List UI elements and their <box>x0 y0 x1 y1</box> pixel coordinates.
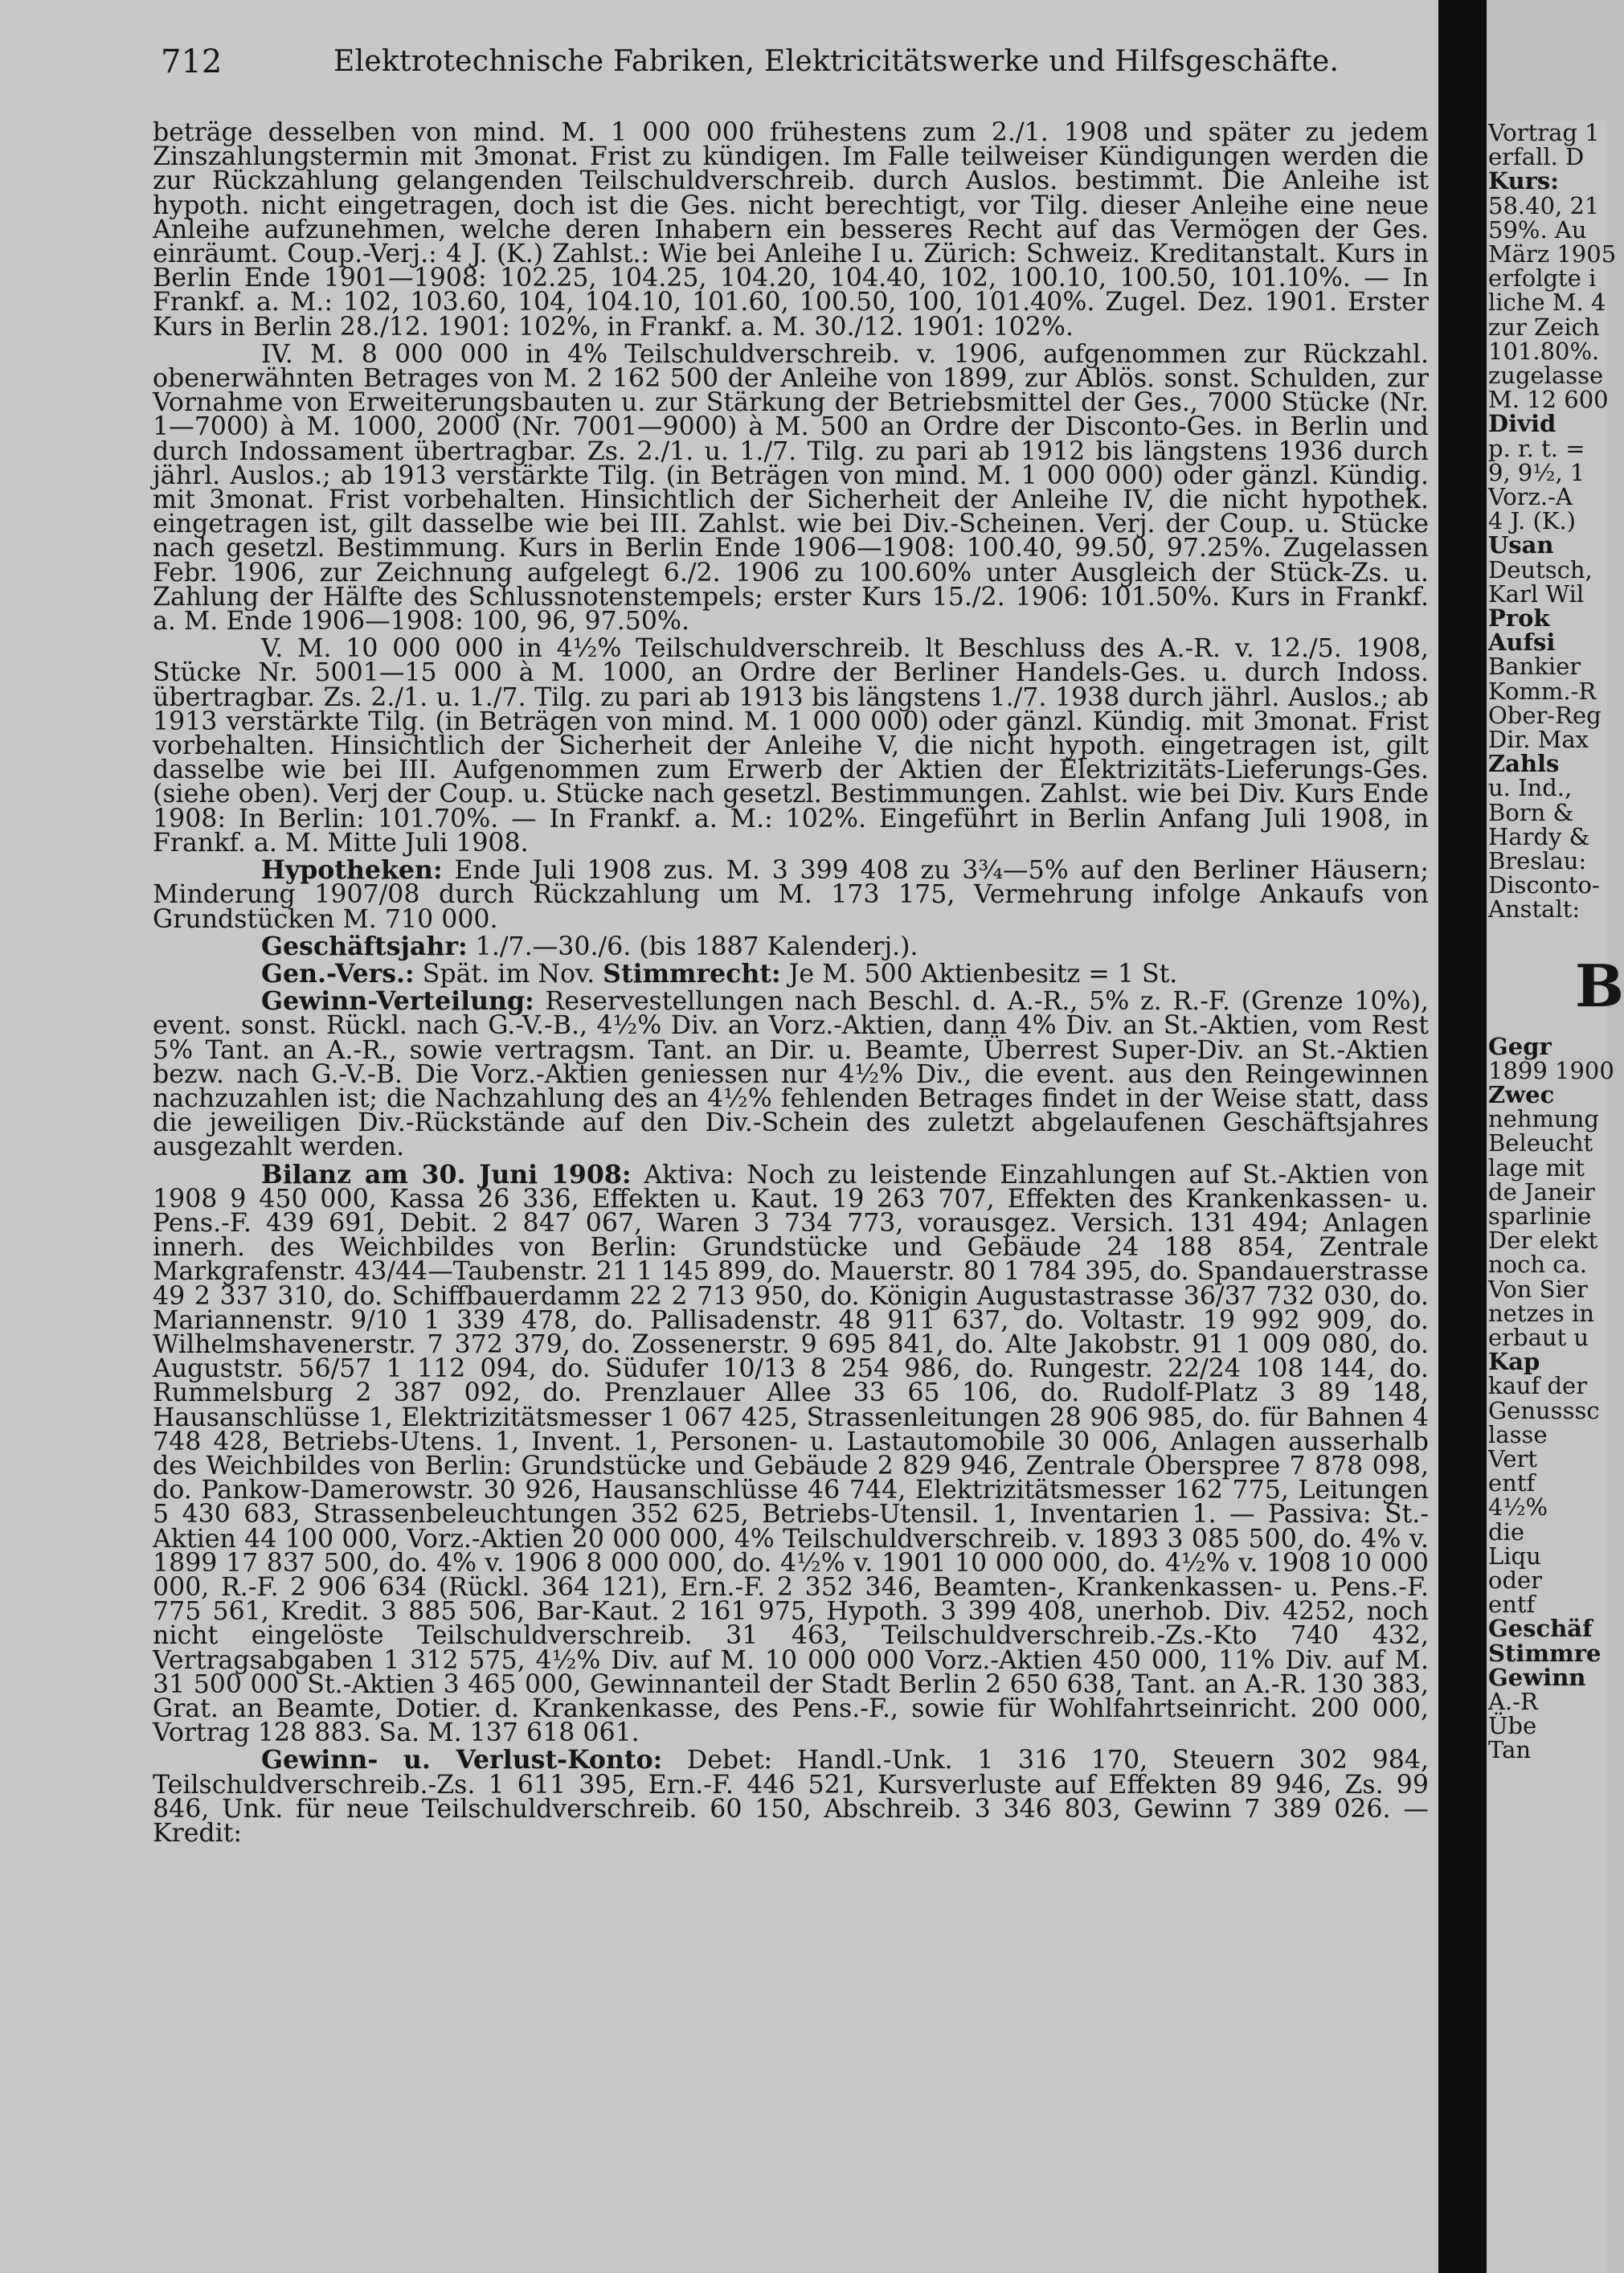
adjacent-text-fragment: Deutsch, <box>1488 555 1593 584</box>
adjacent-text-fragment: Stimmre <box>1488 1639 1602 1667</box>
paragraph-text: Reservestellungen nach Beschl. d. A.-R., 5% z. R.-F. (Grenze 10%), event. sonst. Rückl. nach G.-V.-B., 4½% Div. an Vorz.-Aktien, dann 4% Div. an St.-Aktien, vom Rest 5% Tant. an A.-R., sowie vertragsm. Tant. an Dir. u. Beamte, Überrest Super-Div. an St.-Aktien bezw. nach G.-V.-B. Die Vorz.-Aktien geniessen nur 4½% Div., die event. aus den Reingewinnen nachzuzahlen ist; die Nachzahlung des an 4½% fehlenden Betrages findet in der Weise statt, dass die jeweiligen Div.-Rückstände auf den Div.-Schein des zuletzt abgelaufenen Geschäftsjahres ausgezahlt werden. <box>153 987 1429 1162</box>
adjacent-text-fragment: März 1905 <box>1488 240 1617 268</box>
adjacent-text-fragment: lage mit <box>1488 1153 1585 1182</box>
paragraph-text: Aktiva: Noch zu leistende Einzahlungen auf St.-Aktien von 1908 9 450 000, Kassa 26 336, Effekten u. Kaut. 19 263 707, Effekten des Krankenkassen- u. Pens.-F. 439 691, Debit. 2 847 067, Waren 3 734 773, vorausgez. Versich. 131 494; Anlagen innerh. des Weichbildes von Berlin: Grundstücke und Gebäude 24 188 854, Zentrale Markgrafenstr. 43/44—Taubenstr. 21 1 145 899, do. Mauerstr. 80 1 784 395, do. Spandauerstrasse 49 2 337 310, do. Schiffbauerdamm 22 2 713 950, do. Königin Augustastrasse 36/37 732 030, do. Mariannenstr. 9/10 1 339 478, do. Pallisadenstr. 48 911 637, do. Voltastr. 19 992 909, do. Wilhelmshavenerstr. 7 372 379, do. Zossenerstr. 9 695 841, do. Alte Jakobstr. 91 1 009 080, do. Auguststr. 56/57 1 112 094, do. Südufer 10/13 8 254 986, do. Rungestr. 22/24 108 144, do. Rummelsburg 2 387 092, do. Prenzlauer Allee 33 65 106, do. Rudolf-Platz 3 89 148, Hausanschlüsse 1, Elektrizitätsmesser 1 067 425, Strassenleitungen 28 906 985, do. für Bahnen 4 748 428, Betriebs-Utens. 1, Invent. 1, Personen- u. Lastautomobile 30 006, Anlagen ausserhalb des Weichbildes von Berlin: Grundstücke und Gebäude 2 829 946, Zentrale Oberspree 7 878 098, do. Pankow-Damerowstr. 30 926, Hausanschlüsse 46 744, Elektrizitätsmesser 162 775, Leitungen 5 430 683, Strassenbeleuchtungen 352 625, Betriebs-Utensil. 1, Inventarien 1. — Passiva: St.-Aktien 44 100 000, Vorz.-Aktien 20 000 000, 4% Teilschuldverschreib. v. 1893 3 085 500, do. 4% v. 1899 17 837 500, do. 4% v. 1906 8 000 000, do. 4½% v. 1901 10 000 000, do. 4½% v. 1908 10 000 000, R.-F. 2 906 634 (Rückl. 364 121), Ern.-F. 2 352 346, Beamten-, Krankenkassen- u. Pens.-F. 775 561, Kredit. 3 885 506, Bar-Kaut. 2 161 975, Hypoth. 3 399 408, unerhob. Div. 4252, noch nicht eingelöste Teilschuldverschreib. 31 463, Teilschuldverschreib.-Zs.-Kto 740 432, Vertragsabgaben 1 312 575, 4½% Div. auf M. 10 000 000 Vorz.-Aktien 450 000, 11% Div. auf M. 31 500 000 St.-Aktien 3 465 000, Gewinnanteil der Stadt Berlin 2 650 638, Tant. an A.-R. 130 383, Grat. an Beamte, Dotier. d. Krankenkasse, des Pens.-F., sowie für Wohlfahrtseinricht. 200 000, Vortrag 128 883. Sa. M. 137 618 061. <box>153 1160 1429 1748</box>
adjacent-text-fragment: Vorz.-A <box>1488 483 1573 510</box>
page-header <box>161 43 1430 84</box>
adjacent-text-fragment: Geschäf <box>1488 1615 1593 1643</box>
paragraph <box>153 931 1429 961</box>
adjacent-text-fragment: Der elekt <box>1488 1227 1598 1255</box>
section-label: Hypotheken: <box>261 855 443 886</box>
adjacent-text-fragment: 101.80%. <box>1488 337 1600 365</box>
adjacent-text-fragment: Anstalt: <box>1488 895 1581 924</box>
adjacent-text-fragment: erfolgte i <box>1488 264 1597 293</box>
adjacent-text-fragment: entf <box>1488 1469 1536 1497</box>
adjacent-text-fragment: kauf der <box>1488 1372 1588 1400</box>
paragraph-text: beträge desselben von mind. M. 1 000 000 frühestens zum 2./1. 1908 und später zu jedem Zinszahlungstermin mit 3monat. Frist zu kündigen. Im Falle teilweiser Kündigungen werden die zur Rückzahlung gelangenden Teilschuldverschreib. durch Auslos. bestimmt. Die Anleihe ist hypoth. nicht eingetragen, doch ist die Ges. nicht berechtigt, vor Tilg. dieser Anleihe eine neue Anleihe aufzunehmen, welche deren Inhabern ein besseres Recht auf das Vermögen der Ges. einräumt. Coup.-Verj.: 4 J. (K.) Zahlst.: Wie bei Anleihe I u. Zürich: Schweiz. Kreditanstalt. Kurs in Berlin Ende 1901—1908: 102.25, 104.25, 104.20, 104.40, 102, 100.10, 100.50, 101.10%. — In Frankf. a. M.: 102, 103.60, 104, 104.10, 101.60, 100.50, 100, 101.40%. Zugel. Dez. 1901. Erster Kurs in Berlin 28./12. 1901: 102%, in Frankf. a. M. 30./12. 1901: 102%. <box>153 118 1429 342</box>
adjacent-text-fragment: lasse <box>1488 1420 1548 1448</box>
paragraph-text: Debet: Handl.-Unk. 1 316 170, Steuern 302 984, Teilschuldverschreib.-Zs. 1 611 395, Ern.-F. 446 521, Kursverluste auf Effekten 89 946, Zs. 99 846, Unk. für neue Teilschuldverschreib. 60 150, Abschreib. 3 346 803, Gewinn 7 389 026. — Kredit: <box>153 1746 1429 1849</box>
paragraph-text: V. M. 10 000 000 in 4½% Teilschuldverschreib. lt Beschluss des A.-R. v. 12./5. 1908, Stücke Nr. 5001—15 000 à M. 1000, an Ordre der Berliner Handels-Ges. u. durch Indoss. übertragbar. Zs. 2./1. u. 1./7. Tilg. zu pari ab 1913 bis längstens 1./7. 1938 durch jährl. Auslos.; ab 1913 verstärkte Tilg. (in Beträgen von mind. M. 1 000 000) oder gänzl. Kündig. mit 3monat. Frist vorbehalten. Hinsichtlich der Sicherheit der Anleihe V, die nicht hypoth. eingetragen ist, gilt dasselbe wie bei III. Aufgenommen zum Erwerb der Aktien der Elektrizitäts-Lieferungs-Ges. (siehe oben). Verj der Coup. u. Stücke nach gesetzl. Bestimmungen. Zahlst. wie bei Div. Kurs Ende 1908: In Berlin: 101.70%. — In Frankf. a. M.: 102%. Eingeführt in Berlin Anfang Juli 1908, in Frankf. a. M. Mitte Juli 1908. <box>153 634 1429 858</box>
section-label: Gen.-Vers.: <box>261 958 415 989</box>
adjacent-text-fragment: Gewinn <box>1488 1663 1586 1691</box>
adjacent-text-fragment: Gegr <box>1488 1032 1552 1060</box>
adjacent-page-column <box>1487 119 1624 2273</box>
adjacent-text-fragment: Beleucht <box>1488 1129 1593 1157</box>
section-label: Geschäftsjahr: <box>261 931 468 961</box>
section-label: Stimmrecht: <box>603 958 781 989</box>
adjacent-text-fragment: erfall. D <box>1488 143 1585 171</box>
adjacent-text-fragment: entf <box>1488 1591 1536 1619</box>
paragraph-text: IV. M. 8 000 000 in 4% Teilschuldverschreib. v. 1906, aufgenommen zur Rückzahl. obenerwähnten Betrages von M. 2 162 500 der Anleihe von 1899, zur Ablös. sonst. Schulden, zur Vornahme von Erweiterungsbauten u. zur Stärkung der Betriebsmittel der Ges., 7000 Stücke (Nr. 1—7000) à M. 1000, 2000 (Nr. 7001—9000) à M. 500 an Ordre der Disconto-Ges. in Berlin und durch Indossament übertragbar. Zs. 2./1. u. 1./7. Tilg. zu pari ab 1912 bis längstens 1936 durch jährl. Auslos.; ab 1913 verstärkte Tilg. (in Beträgen von mind. M. 1 000 000) oder gänzl. Kündig. mit 3monat. Frist vorbehalten. Hinsichtlich der Sicherheit der Anleihe IV, die nicht hypothek. eingetragen ist, gilt dasselbe wie bei III. Zahlst. wie bei Div.-Scheinen. Verj. der Coup. u. Stücke nach gesetzl. Bestimmung. Kurs in Berlin Ende 1906—1908: 100.40, 99.50, 97.25%. Zugelassen Febr. 1906, zur Zeichnung aufgelegt 6./2. 1906 zu 100.60% unter Ausgleich der Stück-Zs. u. Zahlung der Hälfte des Schlussnotenstempels; erster Kurs 15./2. 1906: 101.50%. Kurs in Frankf. a. M. Ende 1906—1908: 100, 96, 97.50%. <box>153 339 1429 637</box>
adjacent-text-fragment: oder <box>1488 1567 1543 1594</box>
adjacent-text-fragment: Vortrag 1 <box>1488 119 1600 146</box>
adjacent-text-fragment: Bankier <box>1488 653 1581 681</box>
paragraph-text: Je M. 500 Aktienbesitz = 1 St. <box>780 959 1178 989</box>
adjacent-text-fragment: Vert <box>1488 1445 1537 1472</box>
adjacent-text-fragment: Kurs: <box>1488 167 1559 195</box>
adjacent-text-fragment: 4 J. (K.) <box>1488 507 1576 535</box>
adjacent-text-fragment: Aufsi <box>1488 629 1556 657</box>
paragraph <box>153 1159 1429 1748</box>
adjacent-text-fragment: 9, 9½, 1 <box>1488 458 1585 486</box>
section-label: Bilanz am 30. Juni 1908: <box>261 1159 632 1190</box>
paragraph-text: Ende Juli 1908 zus. M. 3 399 408 zu 3¾—5% auf den Berliner Häusern; Minderung 1907/08 durch Rückzahlung um M. 173 175, Vermehrung infolge Ankaufs von Grundstücken M. 710 000. <box>153 856 1429 934</box>
adjacent-text-fragment: noch ca. <box>1488 1251 1588 1279</box>
adjacent-text-fragment: sparlinie <box>1488 1202 1592 1230</box>
paragraph <box>153 118 1429 342</box>
main-column <box>153 118 1429 1849</box>
adjacent-text-fragment: Ober-Reg <box>1488 701 1602 729</box>
adjacent-text-fragment: Disconto- <box>1488 871 1600 899</box>
adjacent-text-fragment: Komm.-R <box>1488 677 1597 705</box>
adjacent-text-fragment: Von Sier <box>1488 1275 1588 1303</box>
paragraph-text: Spät. im Nov. <box>414 959 603 989</box>
adjacent-text-fragment: 59%. Au <box>1488 215 1587 244</box>
paragraph <box>153 986 1429 1162</box>
book-gutter <box>1438 0 1487 2273</box>
adjacent-text-fragment: Übe <box>1488 1712 1537 1740</box>
page-number: 712 <box>161 43 223 80</box>
adjacent-text-fragment: Zwec <box>1488 1081 1555 1108</box>
adjacent-text-fragment: Usan <box>1488 531 1554 559</box>
adjacent-text-fragment: Born & <box>1488 798 1574 826</box>
adjacent-text-fragment: Tan <box>1488 1736 1532 1764</box>
paragraph <box>153 339 1429 637</box>
adjacent-text-fragment: Divid <box>1488 410 1557 438</box>
running-head: Elektrotechnische Fabriken, Elektricitätswerke und Hilfsgeschäfte. <box>333 45 1340 78</box>
adjacent-text-fragment: zugelasse <box>1488 362 1604 389</box>
adjacent-text-fragment: Kap <box>1488 1348 1540 1376</box>
adjacent-text-fragment: Hardy & <box>1488 822 1590 850</box>
adjacent-text-fragment: 1899 1900 <box>1488 1056 1614 1084</box>
adjacent-text-fragment: 58.40, 21 <box>1488 191 1600 219</box>
adjacent-text-fragment: M. 12 600 <box>1488 386 1609 414</box>
adjacent-text-fragment: u. Ind., <box>1488 774 1573 802</box>
paragraph <box>153 634 1429 858</box>
adjacent-text-fragment: Prok <box>1488 604 1550 632</box>
adjacent-text-fragment: B <box>1575 951 1624 1020</box>
adjacent-text-fragment: A.-R <box>1488 1688 1538 1715</box>
adjacent-text-fragment: Breslau: <box>1488 847 1587 874</box>
section-label: Gewinn-Verteilung: <box>261 986 534 1017</box>
adjacent-text-fragment: erbaut u <box>1488 1324 1589 1351</box>
paragraph <box>153 958 1429 989</box>
adjacent-text-fragment: p. r. t. = <box>1488 434 1585 462</box>
adjacent-text-fragment: netzes in <box>1488 1299 1594 1327</box>
paragraph <box>153 855 1429 934</box>
section-label: Gewinn- u. Verlust-Konto: <box>261 1745 663 1775</box>
paragraph-text: 1./7.—30./6. (bis 1887 Kalenderj.). <box>467 932 918 961</box>
adjacent-text-fragment: Liqu <box>1488 1542 1541 1570</box>
adjacent-text-fragment: Karl Wil <box>1488 580 1585 608</box>
adjacent-text-fragment: de Janeir <box>1488 1177 1595 1206</box>
adjacent-text-fragment: liche M. 4 <box>1488 289 1606 317</box>
adjacent-text-fragment: Dir. Max <box>1488 726 1589 753</box>
adjacent-text-fragment: 4½% <box>1488 1493 1548 1521</box>
paragraph <box>153 1745 1429 1849</box>
adjacent-text-fragment: zur Zeich <box>1488 313 1600 341</box>
adjacent-text-fragment: Genusssc <box>1488 1396 1600 1424</box>
adjacent-text-fragment: die <box>1488 1517 1525 1546</box>
adjacent-text-fragment: nehmung <box>1488 1105 1599 1133</box>
adjacent-text-fragment: Zahls <box>1488 750 1560 778</box>
